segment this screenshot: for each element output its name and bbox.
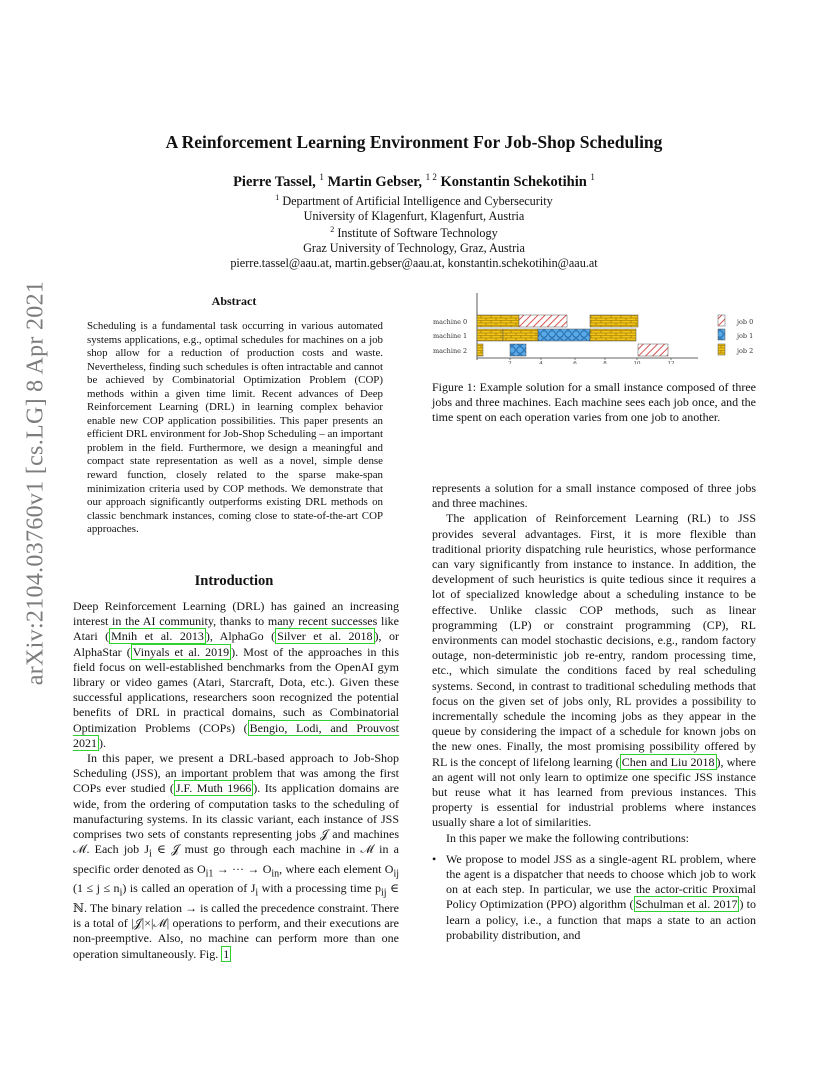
affiliation-text: Graz University of Technology, Graz, Austria [303,241,525,256]
gantt-bar [477,315,519,327]
intro-paragraph: Deep Reinforcement Learning (DRL) has gained an increasing interest in the AI community, thanks to many recent successes like Atari ( Mnih et al. 2013 ), AlphaGo ( Silver et al. 2018 ), or AlphaStar ( Vinyals et al. 2019 ). Most of the approaches in this field focus on well-established benchmarks from the OpenAI gym library or video games (Atari, Starcraft, Dota, etc.). Given these successful applications, researchers soon recognized the potential benefits of DRL in practical domains, such as Combinatorial Optimization Problems (COPs) ( Bengio, Lodi, and Prouvost 2021 ). [73,599,400,750]
author-affiliation-mark: 1 [319,172,324,182]
body-paragraph: In this paper we make the following contributions: [446,830,689,845]
left-column [73,599,399,962]
legend-label: job 1 [737,332,754,340]
citation-link[interactable]: Vinyals et al. 2019 [132,644,230,659]
citation-link[interactable]: J.F. Muth 1966 [175,781,252,796]
intro-paragraph: In this paper, we present a DRL-based approach to Job-Shop Scheduling (JSS), an important problem that was among the first COPs ever studied ( J.F. Muth 1966 ). Its application domains are wide, from the ordering of computation tasks to the scheduling of manufacturing systems. In its classic variant, each instance of JSS comprises two sets of constants representing jobs 𝒥 and machines ℳ. Each job $J_i$ ∈ 𝒥 must go through each machine in ℳ in a specific order denoted as $O_{i1}$ → ··· → $O_{in}$, where each element $O_{ij}$ $(1 \le j \le n_i)$ is called an operation of $J_i$ with a processing time $p_{ij}$ ∈ ℕ. The binary relation → is called the precedence constraint. There is a total of |𝒥|×|ℳ| operations to perform, and their executions are non-preemptive. Also, no machine can perform more than one operation simultaneously. Fig. 1 [73,751,399,961]
gantt-bar [590,329,636,341]
axis-tick-label: 2 [508,361,512,364]
machine-label: machine 0 [433,318,468,326]
arxiv-identifier: arXiv:2104.03760v1 [cs.LG] 8 Apr 2021 [22,280,49,686]
affiliation-mark: 2 [330,225,335,235]
legend-swatch [718,344,725,355]
machine-label: machine 1 [433,332,468,340]
axis-tick-label: 12 [667,361,675,364]
contribution-item: • We propose to model JSS as a single-agent RL problem, where the agent is a dispatcher that needs to choose which job to work on at each step. In particular, we use the actor-critic Proximal Policy Optimization (PPO) algorithm ( Schulman et al. 2017 ) to learn a policy, i.e., a function that maps a state to an action probability distribution, and [432,852,756,943]
gantt-bar [638,344,668,356]
author-affiliation-mark: 1 2 [425,172,437,182]
author-affiliation-mark: 1 [590,172,595,182]
author-name: Pierre Tassel, [233,173,316,190]
introduction-heading: Introduction [194,573,274,589]
abstract-text: Scheduling is a fundamental task occurring in various automated systems applications, e.g., optimal schedules for machines on a job shop allow for a reduction of production costs and waste. Nevertheless, finding such schedules is often intractable and cannot be achieved by Combinatorial Optimization Problem (COP) methods within a given time limit. Recent advances of Deep Reinforcement Learning (DRL) in learning complex behavior enable new COP application possibilities. This paper presents an efficient DRL environment for Job-Shop Scheduling – an important problem in the field. Furthermore, we design a meaningful and compact state representation as well as a novel, simple dense reward function, closely related to the sparse make-span minimization criteria used by COP methods. We demonstrate that our approach significantly outperforms existing DRL methods on classic benchmark instances, coming close to state-of-the-art COP approaches. [87,320,383,536]
machine-label: machine 2 [433,347,468,355]
contribution-list [432,852,756,943]
figure-reference-link[interactable]: 1 [223,946,230,961]
affiliation-line [0,209,828,224]
affiliation-text: Department of Artificial Intelligence and Cybersecurity [282,194,553,209]
arxiv-stamp [18,280,54,686]
affiliation-line [0,223,828,241]
affiliations [0,191,828,271]
author-emails: pierre.tassel@aau.at, martin.gebser@aau.at, konstantin.schekotihin@aau.at [230,255,598,270]
affiliation-mark: 1 [275,193,280,202]
axis-tick-label: 6 [573,361,577,364]
affiliation-text: Institute of Software Technology [337,226,498,241]
citation-link[interactable]: Chen and Liu 2018 [621,754,715,769]
affiliation-line [0,256,828,271]
figure-1-gantt-chart [428,290,758,364]
legend-swatch [718,329,725,340]
body-paragraph: The application of Reinforcement Learning (RL) to JSS provides several advantages. First, it is more flexible than traditional priority dispatching rule heuristics, whose performance can vary significantly from instance to instance. In addition, the development of such heuristics is quite tedious since it requires a lot of specialized knowledge about a scheduling instance to be effective. Unlike classic COP methods, such as linear programming (LP) or constraint programming (CP), RL environments can model stochastic decisions, e.g., random factory outage, non-deterministic job re-entry, random processing time, etc., which simulate the conditions faced by real scheduling systems. Second, in contrast to traditional scheduling methods that focus on the given set of jobs only, RL provides a possibility to incrementally schedule the incoming jobs as they appear in the queue by considering the impact of a schedule for known jobs on the new ones. Finally, the most promising possibility offered by RL is the concept of lifelong learning ( Chen and Liu 2018 ), where an agent will not only learn to optimize one specific JSS instance but reuse what it has learned from previous instances. This property is essential for industrial problems where instances usually share a lot of similarities. [432,511,756,830]
affiliation-text: University of Klagenfurt, Klagenfurt, Austria [303,208,525,223]
gantt-bar [519,315,567,327]
axis-tick-label: 10 [633,361,641,364]
affiliation-line [0,241,828,256]
paper-title: A Reinforcement Learning Environment For Job-Shop Scheduling [165,132,663,152]
citation-link[interactable]: Silver et al. 2018 [277,629,373,644]
gantt-bar [538,329,590,341]
author-name: Martin Gebser, [327,173,423,190]
right-column [432,481,756,943]
figure-1-caption: Figure 1: Example solution for a small instance composed of three jobs and three machines. Each machine sees each job once, and the time spent on each operation varies from one job to another. [432,380,756,425]
legend-label: job 2 [737,347,754,355]
author-list [0,172,828,191]
affiliation-line [0,191,828,209]
citation-link[interactable]: Mnih et al. 2013 [111,629,204,644]
gantt-bar [510,344,526,356]
legend-label: job 0 [737,318,754,326]
gantt-bar [590,315,638,327]
legend-swatch [718,315,725,326]
abstract-heading: Abstract [211,294,257,308]
citation-link[interactable]: Schulman et al. 2017 [635,897,738,912]
axis-tick-label: 4 [539,361,543,364]
gantt-bar [477,344,483,356]
axis-tick-label: 8 [603,361,607,364]
body-paragraph: represents a solution for a small instance composed of three jobs and three machines. [432,481,756,511]
citation-link[interactable]: Bengio, Lodi, and Prouvost 2021 [73,720,400,750]
gantt-bar [503,329,538,341]
gantt-bar [477,329,503,341]
author-name: Konstantin Schekotihin [440,173,587,190]
